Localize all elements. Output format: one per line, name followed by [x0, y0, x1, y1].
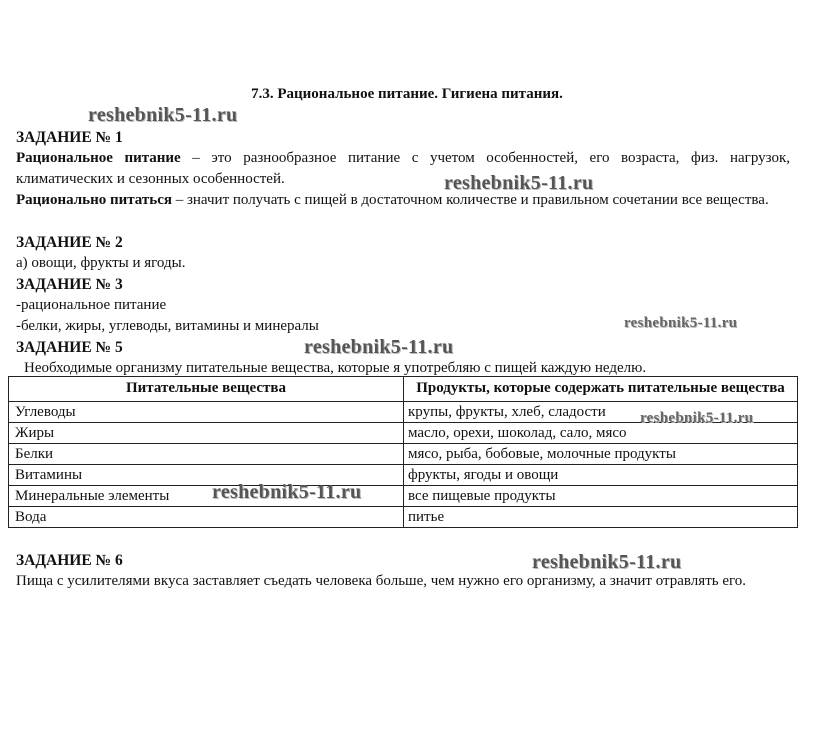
task1-paragraph1 [16, 148, 790, 190]
table-row [9, 444, 798, 465]
task1-term1: Рациональное питание [16, 150, 181, 166]
watermark: reshebnik5-11.ru [212, 481, 362, 503]
task2-answer: а) овощи, фрукты и ягоды. [16, 255, 186, 271]
table-cell-nutrient: Витамины [9, 465, 404, 486]
table-cell-products: все пищевые продукты [404, 486, 798, 507]
task6-heading: ЗАДАНИЕ № 6 [16, 552, 123, 569]
table-cell-products: питье [404, 507, 798, 528]
watermark: reshebnik5-11.ru [640, 410, 754, 426]
page-title: 7.3. Рациональное питание. Гигиена питания. [251, 86, 563, 102]
table-cell-nutrient: Минеральные элементы [9, 486, 404, 507]
task3-line2: -белки, жиры, углеводы, витамины и минералы [16, 318, 319, 334]
table-cell-nutrient: Белки [9, 444, 404, 465]
task6-text: Пища с усилителями вкуса заставляет съедать человека больше, чем нужно его организму, а значит отравлять его. [16, 573, 747, 589]
table-cell-nutrient: Углеводы [9, 402, 404, 423]
task5-heading: ЗАДАНИЕ № 5 [16, 339, 123, 356]
table-row [9, 507, 798, 528]
task3-heading: ЗАДАНИЕ № 3 [16, 276, 123, 293]
task3-line1: -рациональное питание [16, 297, 167, 313]
table-cell-nutrient: Жиры [9, 423, 404, 444]
watermark: reshebnik5-11.ru [444, 172, 594, 194]
table-row [9, 465, 798, 486]
task2-heading: ЗАДАНИЕ № 2 [16, 234, 123, 251]
task1-term2: Рационально питаться [16, 192, 172, 208]
table-cell-products: мясо, рыба, бобовые, молочные продукты [404, 444, 798, 465]
task1-heading: ЗАДАНИЕ № 1 [16, 129, 123, 146]
table-header-nutrients: Питательные вещества [9, 377, 404, 402]
table-cell-products: масло, орехи, шоколад, сало, мясо [404, 423, 798, 444]
task1-section [16, 127, 790, 211]
nutrients-table [8, 376, 798, 528]
task1-paragraph2 [16, 190, 790, 211]
task1-text2: – значит получать с пищей в достаточном количестве и правильном сочетании все вещества. [171, 192, 769, 208]
table-cell-products: крупы, фрукты, хлеб, сладости [404, 402, 798, 423]
table-cell-nutrient: Вода [9, 507, 404, 528]
table-header-products: Продукты, которые содержать питательные вещества [404, 377, 798, 402]
task5-intro: Необходимые организму питательные вещества, которые я употребляю с пищей каждую неделю. [24, 360, 647, 376]
table-header-row [9, 377, 798, 402]
watermark: reshebnik5-11.ru [88, 104, 238, 126]
watermark: reshebnik5-11.ru [624, 315, 738, 331]
watermark: reshebnik5-11.ru [532, 551, 682, 573]
watermark: reshebnik5-11.ru [304, 336, 454, 358]
task1-text1: – это разнообразное питание с учетом особенностей, его возраста, физ. нагрузок, климатических и сезонных особенностей. [16, 150, 790, 187]
table-cell-products: фрукты, ягоды и овощи [404, 465, 798, 486]
task2-section [16, 232, 790, 274]
table-row [9, 486, 798, 507]
